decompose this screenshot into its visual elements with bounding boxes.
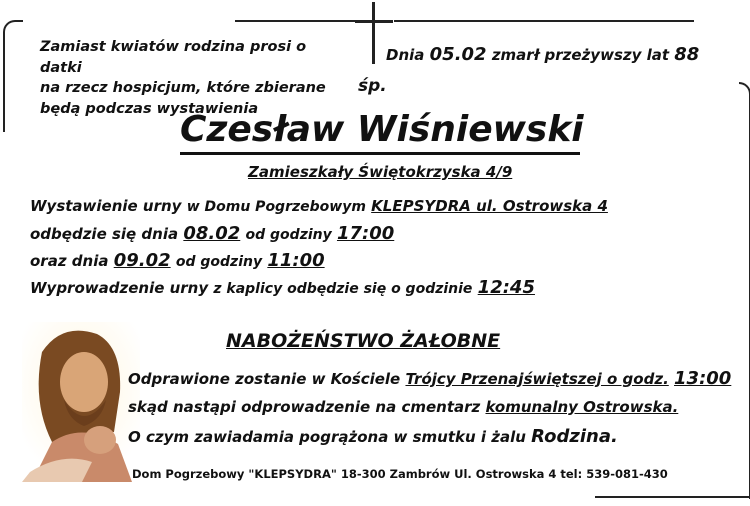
frame-bottom-line (595, 496, 750, 498)
address: Zamieszkały Świętokrzyska 4/9 (248, 163, 513, 181)
frame-right-line (739, 82, 750, 499)
procession-time: 12:45 (477, 277, 535, 298)
cross-icon (372, 2, 375, 64)
praying-figure-image (22, 322, 140, 482)
honorific: śp. (358, 76, 387, 96)
death-line: Dnia 05.02 zmarł przeżywszy lat 88 (386, 44, 700, 65)
family-word: Rodzina (531, 426, 611, 447)
death-date: 05.02 (429, 44, 487, 65)
viewing-day2-line: oraz dnia 09.02 od godziny 11:00 (30, 250, 325, 271)
service-cemetery-line: skąd nastąpi odprowadzenie na cmentarz komunalny Ostrowska. (128, 398, 679, 416)
viewing-day1-line: odbędzie się dnia 08.02 od godziny 17:00 (30, 223, 395, 244)
day1-date: 08.02 (183, 223, 241, 244)
service-title: NABOŻEŃSTWO ŻAŁOBNE (226, 330, 501, 352)
day2-time: 11:00 (267, 250, 325, 271)
age: 88 (674, 44, 700, 65)
cross-icon-bar (355, 20, 393, 23)
viewing-line: Wystawienie urny w Domu Pogrzebowym KLEPSYDRA ul. Ostrowska 4 (30, 197, 608, 215)
frame-corner-top-left (3, 20, 23, 132)
cemetery-name: komunalny Ostrowska. (485, 398, 679, 416)
deceased-name: Czesław Wiśniewski (180, 108, 580, 155)
frame-top-left-line (235, 20, 355, 22)
day1-time: 17:00 (336, 223, 395, 244)
service-church-line: Odprawione zostanie w Kościele Trójcy Przenajświętszej o godz. 13:00 (128, 368, 732, 389)
church-name: Trójcy Przenajświętszej o godz. (405, 370, 669, 388)
service-family-line: O czym zawiadamia pogrążona w smutku i żalu Rodzina. (128, 426, 618, 447)
frame-top-right-line (394, 20, 694, 22)
funeral-home-footer: Dom Pogrzebowy "KLEPSYDRA" 18-300 Zambrów Ul. Ostrowska 4 tel: 539-081-430 (132, 467, 668, 481)
donation-request: Zamiast kwiatów rodzina prosi o datki na rzecz hospicjum, które zbierane będą podczas wystawienia (40, 39, 326, 117)
day2-date: 09.02 (113, 250, 171, 271)
service-time: 13:00 (674, 368, 732, 389)
procession-line: Wyprowadzenie urny z kaplicy odbędzie się o godzinie 12:45 (30, 277, 535, 298)
